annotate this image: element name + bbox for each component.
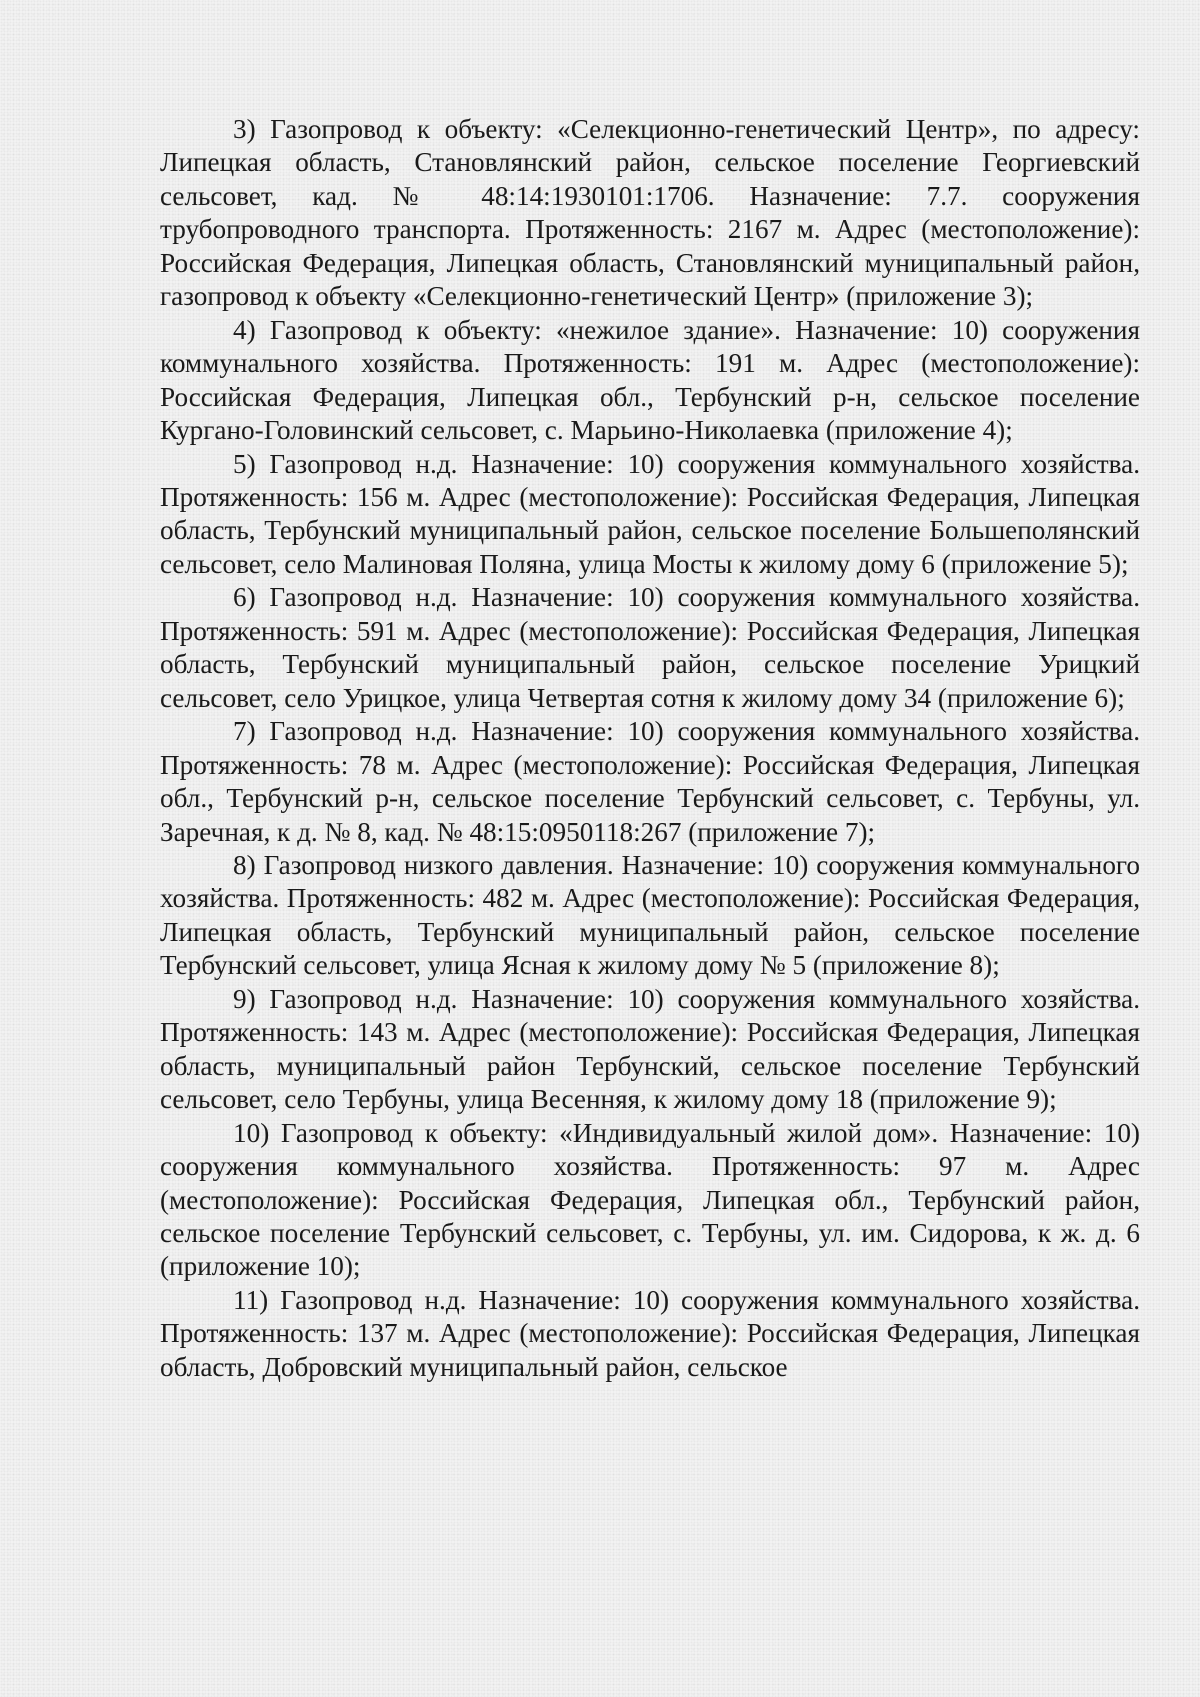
list-item-8: 8) Газопровод низкого давления. Назначение: 10) сооружения коммунального хозяйства. Протяженность: 482 м. Адрес (местоположение): Российская Федерация, Липецкая область, Тербунский муниципальный район, сельское поселение Тербунский сельсовет, улица Ясная к жилому дому № 5 (приложение 8); (160, 849, 1140, 981)
list-item-7: 7) Газопровод н.д. Назначение: 10) сооружения коммунального хозяйства. Протяженность: 78 м. Адрес (местоположение): Российская Федерация, Липецкая обл., Тербунский р-н, сельское поселение Тербунский сельсовет, с. Тербуны, ул. Заречная, к д. № 8, кад. № 48:15:0950118:267 (приложение 7); (160, 716, 1140, 847)
list-item-3: 3) Газопровод к объекту: «Селекционно-генетический Центр», по адресу: Липецкая область, Становлянский район, сельское поселение Георгиевский сельсовет, кад. № 48:14:1930101:1706. Назначение: 7.7. сооружения трубопроводного транспорта. Протяженность: 2167 м. Адрес (местоположение): Российская Федерация, Липецкая область, Становлянский муниципальный район, газопровод к объекту «Селекционно-генетический Центр» (приложение 3); (160, 114, 1140, 312)
list-item-5: 5) Газопровод н.д. Назначение: 10) сооружения коммунального хозяйства. Протяженность: 156 м. Адрес (местоположение): Российская Федерация, Липецкая область, Тербунский муниципальный район, сельское поселение Большеполянский сельсовет, село Малиновая Поляна, улица Мосты к жилому дому 6 (приложение 5); (160, 448, 1140, 579)
document-body (160, 113, 1140, 1384)
list-item-11: 11) Газопровод н.д. Назначение: 10) сооружения коммунального хозяйства. Протяженность: 137 м. Адрес (местоположение): Российская Федерация, Липецкая область, Добровский муниципальный район, сельское (160, 1284, 1140, 1382)
list-item-10: 10) Газопровод к объекту: «Индивидуальный жилой дом». Назначение: 10) сооружения коммунального хозяйства. Протяженность: 97 м. Адрес (местоположение): Российская Федерация, Липецкая обл., Тербунский район, сельское поселение Тербунский сельсовет, с. Тербуны, ул. им. Сидорова, к ж. д. 6 (приложение 10); (160, 1117, 1140, 1282)
list-item-4: 4) Газопровод к объекту: «нежилое здание». Назначение: 10) сооружения коммунального хозяйства. Протяженность: 191 м. Адрес (местоположение): Российская Федерация, Липецкая обл., Тербунский р-н, сельское поселение Кургано-Головинский сельсовет, с. Марьино-Николаевка (приложение 4); (160, 314, 1140, 446)
list-item-6: 6) Газопровод н.д. Назначение: 10) сооружения коммунального хозяйства. Протяженность: 591 м. Адрес (местоположение): Российская Федерация, Липецкая область, Тербунский муниципальный район, сельское поселение Урицкий сельсовет, село Урицкое, улица Четвертая сотня к жилому дому 34 (приложение 6); (160, 582, 1140, 713)
list-item-9: 9) Газопровод н.д. Назначение: 10) сооружения коммунального хозяйства. Протяженность: 143 м. Адрес (местоположение): Российская Федерация, Липецкая область, муниципальный район Тербунский, сельское поселение Тербунский сельсовет, село Тербуны, улица Весенняя, к жилому дому 18 (приложение 9); (160, 983, 1140, 1115)
